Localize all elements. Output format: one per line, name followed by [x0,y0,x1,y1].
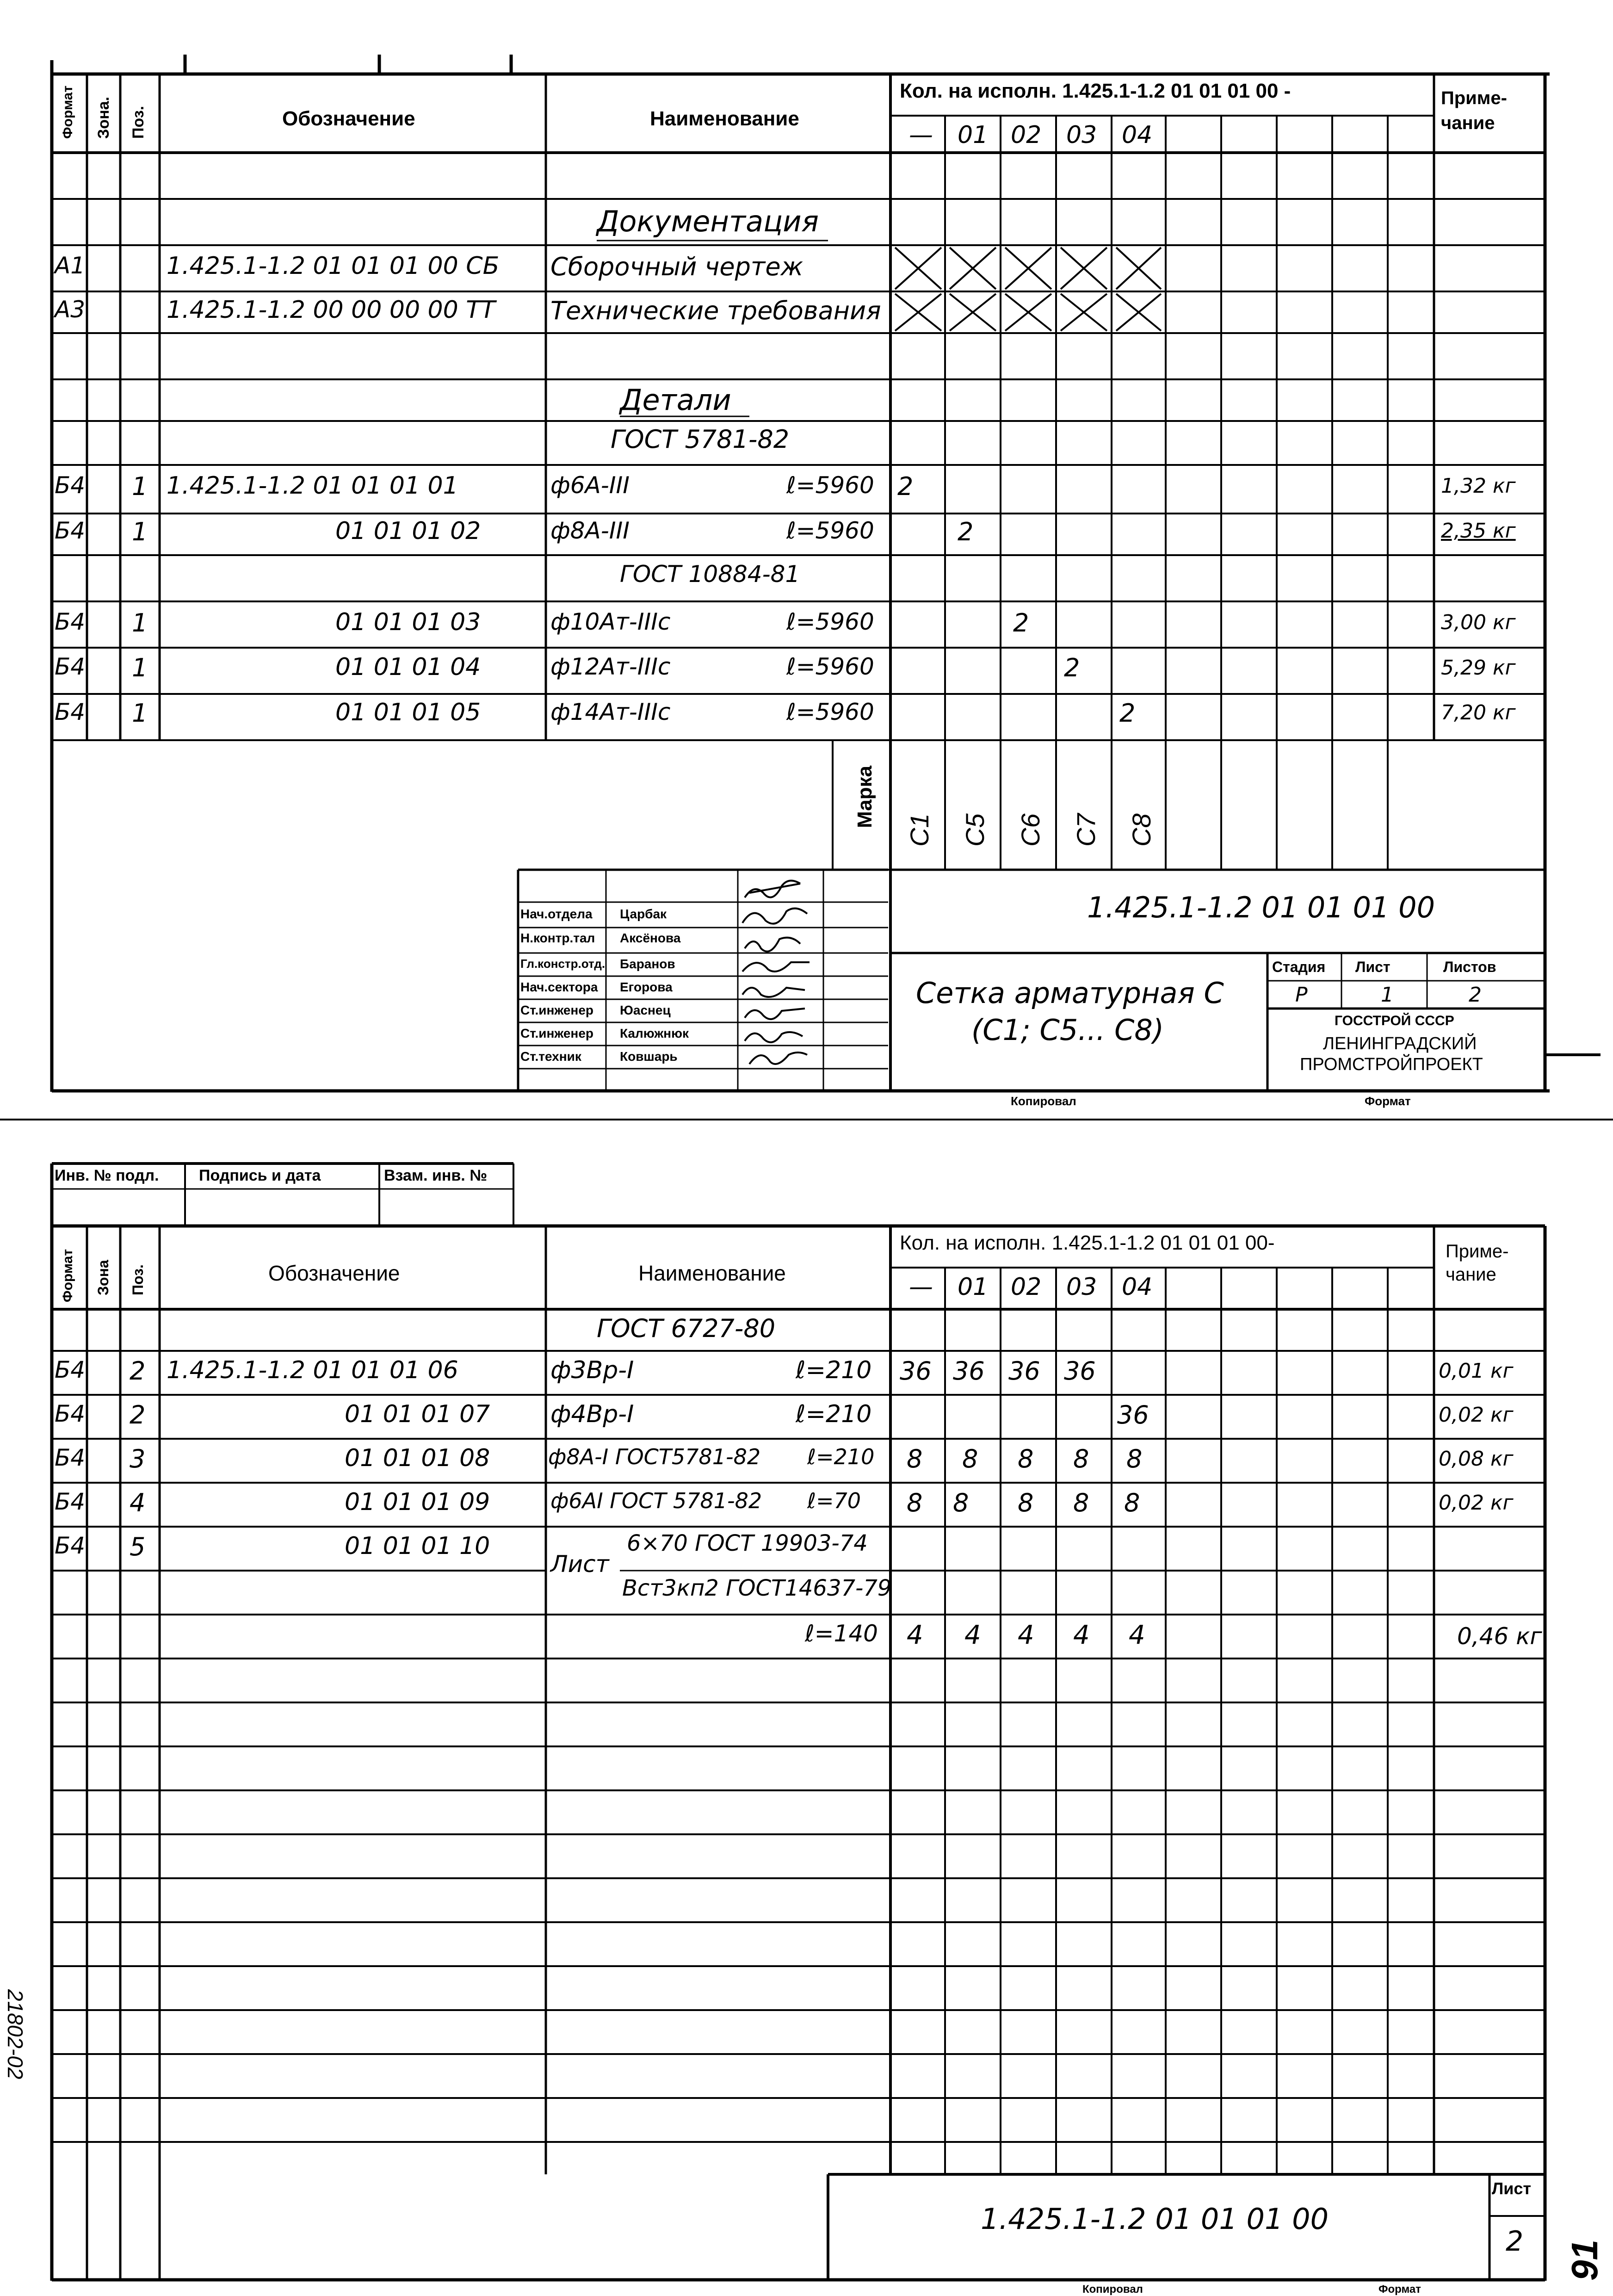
staff-6-name: Калюжнюк [620,1026,689,1040]
marka-label: Марка [853,765,876,828]
row-1-note: 1,32 кг [1441,474,1516,498]
row-1-pos: 1 [132,472,148,501]
row-5-qty: 2 [1119,699,1136,728]
s2-row-1-q3: 36 [1008,1356,1040,1386]
row-1-length: ℓ=5960 [786,472,874,499]
gost-10884: ГОСТ 10884-81 [620,561,800,588]
s2-row-4-q4: 8 [1073,1488,1089,1517]
variant-04: 04 [1122,121,1153,149]
row-5-format: Б4 [55,699,86,725]
staff-4-name: Егорова [620,980,673,994]
staff-4-role: Нач.сектора [520,980,598,994]
s2-row-4-pos: 4 [130,1488,146,1517]
row-1-designation: 1.425.1-1.2 01 01 01 01 [167,472,458,500]
variant-01: 01 [958,121,989,149]
s2-row-2-q5: 36 [1117,1400,1149,1430]
row-4-name: ф12Ат-IIIс [550,653,671,680]
col-zone-header: Зона. [95,97,112,139]
s2-row-1-note: 0,01 кг [1439,1359,1514,1383]
s2-col-note-header [1446,1240,1533,1286]
s2-variant-04: 04 [1122,1273,1153,1301]
s2-sheet-label: Лист [1492,2179,1532,2198]
corner-note: 91 [1564,2240,1605,2281]
s2-copied-label: Копировал [1082,2283,1143,2296]
doc-row-2-designation: 1.425.1-1.2 00 00 00 00 ТТ [167,296,495,324]
s2-list-q5: 4 [1129,1620,1145,1650]
doc-number: 1.425.1-1.2 01 01 01 00 [1087,891,1435,924]
row-2-name: ф8А-III [550,517,630,544]
s2-doc-number: 1.425.1-1.2 01 01 01 00 [981,2202,1329,2236]
s2-row-1-format: Б4 [55,1356,86,1383]
org-line-2: ЛЕНИНГРАДСКИЙ [1323,1034,1477,1053]
section-documentation: Документация [597,204,819,238]
doc-row-1-designation: 1.425.1-1.2 01 01 01 00 СБ [167,252,500,280]
s2-row-1-pos: 2 [130,1356,146,1386]
variant-02: 02 [1011,121,1042,149]
s2-row-3-length: ℓ=210 [807,1444,875,1469]
s2-row-5-format: Б4 [55,1532,86,1559]
gost-5781: ГОСТ 5781-82 [611,425,790,454]
s2-row-5-name: Лист [550,1551,609,1578]
org-line-1: ГОССТРОЙ СССР [1335,1013,1454,1028]
mark-c1: С1 [905,813,934,847]
stamp-sign-date: Подпись и дата [199,1167,321,1184]
title-line-2: (С1; С5... С8) [971,1013,1164,1047]
s2-list-note: 0,46 кг [1457,1623,1542,1650]
s2-row-3-name: ф8А-I ГОСТ5781-82 [548,1444,761,1469]
row-3-format: Б4 [55,608,86,635]
s2-row-4-q5: 8 [1124,1488,1140,1517]
s2-qty-header: Кол. на исполн. 1.425.1-1.2 01 01 01 00- [900,1232,1275,1254]
s2-variant-01: 01 [958,1273,989,1301]
row-3-pos: 1 [132,608,148,637]
stage-label: Стадия [1272,959,1326,975]
s2-row-4-format: Б4 [55,1488,86,1515]
s2-row-2-length: ℓ=210 [796,1400,872,1428]
sheets-label: Листов [1443,959,1496,975]
s2-col-designation-header: Обозначение [268,1261,400,1285]
s2-row-4-designation: 01 01 01 09 [345,1488,490,1516]
note-header-text: Приме-чание [1441,88,1507,133]
side-note: 21802-02 [3,1989,27,2079]
s2-format-label: Формат [1378,2283,1421,2296]
format-label-1: Формат [1365,1094,1411,1108]
copied-label-1: Копировал [1011,1094,1076,1108]
s2-list-q3: 4 [1018,1620,1034,1650]
s2-sheet-value: 2 [1506,2225,1524,2258]
row-3-note: 3,00 кг [1441,611,1516,634]
variant-dash: — [909,121,933,149]
s2-list-q4: 4 [1073,1620,1090,1650]
s2-row-4-length: ℓ=70 [807,1488,861,1513]
s2-row-2-designation: 01 01 01 07 [345,1400,490,1428]
s2-list-length: ℓ=140 [805,1620,878,1647]
stamp-replace-inv: Взам. инв. № [384,1167,488,1184]
s2-col-name-header: Наименование [638,1261,786,1285]
s2-row-5-designation: 01 01 01 10 [345,1532,490,1560]
mark-c6: С6 [1016,813,1045,847]
row-5-pos: 1 [132,699,148,728]
s2-row-1-q1: 36 [900,1356,932,1386]
s2-variant-dash: — [909,1273,933,1301]
row-2-designation: 01 01 01 02 [335,517,481,545]
s2-list-q2: 4 [964,1620,981,1650]
staff-6-role: Ст.инженер [520,1026,594,1040]
s2-row-5-pos: 5 [130,1532,146,1561]
s2-col-format-header: Формат [60,1249,75,1302]
s2-row-4-q3: 8 [1018,1488,1034,1517]
s2-row-2-format: Б4 [55,1400,86,1427]
staff-7-role: Ст.техник [520,1049,581,1064]
staff-5-role: Ст.инженер [520,1003,594,1017]
staff-7-name: Ковшарь [620,1049,678,1064]
row-1-name: ф6А-III [550,472,630,499]
sheet-label: Лист [1355,959,1391,975]
s2-variant-03: 03 [1066,1273,1097,1301]
s2-row-1-q2: 36 [953,1356,985,1386]
staff-1-role: Нач.отдела [520,907,593,921]
s2-row-3-pos: 3 [130,1444,146,1473]
s2-col-pos-header: Поз. [130,1264,146,1295]
s2-row-4-note: 0,02 кг [1439,1491,1514,1515]
s2-row-2-name: ф4Вр-I [550,1400,634,1428]
s2-row-4-q1: 8 [907,1488,923,1517]
row-1-qty: 2 [897,472,914,501]
row-2-length: ℓ=5960 [786,517,874,544]
s2-row-1-q4: 36 [1064,1356,1096,1386]
row-2-pos: 1 [132,517,148,546]
row-4-note: 5,29 кг [1441,656,1516,680]
row-4-designation: 01 01 01 04 [335,653,481,681]
row-5-length: ℓ=5960 [786,699,874,725]
col-pos-header: Поз. [130,105,147,139]
s2-row-2-note: 0,02 кг [1439,1403,1514,1427]
s2-row-3-q1: 8 [907,1444,923,1473]
section-details: Детали [620,383,731,417]
col-designation-header: Обозначение [282,107,415,130]
doc-row-1-name: Сборочный чертеж [550,252,803,281]
row-3-qty: 2 [1013,608,1029,637]
s2-row-4-name: ф6АI ГОСТ 5781-82 [550,1488,762,1513]
s2-list-line-2: Вст3кп2 ГОСТ14637-79 [622,1575,892,1601]
staff-2-name: Аксёнова [620,931,681,945]
variant-03: 03 [1066,121,1097,149]
staff-5-name: Юаснец [620,1003,671,1017]
doc-row-2-name: Технические требования [550,296,881,325]
s2-row-3-designation: 01 01 01 08 [345,1444,490,1472]
s2-row-3-format: Б4 [55,1444,86,1471]
mark-c5: С5 [960,813,989,847]
s2-col-zone-header: Зона [95,1260,111,1295]
qty-header: Кол. на исполн. 1.425.1-1.2 01 01 01 00 - [900,80,1291,102]
s2-variant-02: 02 [1011,1273,1042,1301]
col-format-header: Формат [60,85,75,139]
col-note-header [1441,86,1538,136]
row-5-note: 7,20 кг [1441,701,1516,724]
row-1-format: Б4 [55,472,86,499]
row-2-qty: 2 [958,517,974,546]
sheets-value: 2 [1469,983,1482,1007]
s2-row-4-q2: 8 [953,1488,969,1517]
row-4-qty: 2 [1064,653,1080,682]
row-5-designation: 01 01 01 05 [335,699,481,726]
s2-row-1-designation: 1.425.1-1.2 01 01 01 06 [167,1356,458,1384]
s2-list-q1: 4 [907,1620,923,1650]
staff-2-role: Н.контр.тал [520,931,595,945]
row-3-name: ф10Ат-IIIс [550,608,671,635]
row-2-note: 2,35 кг [1441,519,1516,543]
staff-1-name: Царбак [620,907,667,921]
s2-row-2-pos: 2 [130,1400,146,1430]
sheet-value: 1 [1381,983,1394,1007]
s2-row-3-note: 0,08 кг [1439,1447,1514,1471]
s2-row-3-q5: 8 [1126,1444,1143,1473]
s2-row-3-q4: 8 [1073,1444,1089,1473]
doc-row-2-format: А3 [55,296,86,323]
staff-3-role: Гл.констр.отд. [520,957,606,971]
mark-c7: С7 [1071,813,1100,847]
row-5-name: ф14Ат-IIIс [550,699,671,725]
stamp-inv-no: Инв. № подл. [55,1167,159,1184]
title-line-1: Сетка арматурная С [916,976,1224,1010]
s2-row-3-q2: 8 [962,1444,978,1473]
row-2-format: Б4 [55,517,86,544]
s2-row-1-name: ф3Вр-I [550,1356,634,1384]
row-4-format: Б4 [55,653,86,680]
row-3-designation: 01 01 01 03 [335,608,481,636]
s2-note-header-text: Приме-чание [1446,1241,1509,1285]
s2-list-line-1: 6×70 ГОСТ 19903-74 [627,1530,868,1556]
row-3-length: ℓ=5960 [786,608,874,635]
s2-row-3-q3: 8 [1018,1444,1034,1473]
col-name-header: Наименование [650,107,799,130]
row-4-pos: 1 [132,653,148,682]
s2-gost-6727: ГОСТ 6727-80 [597,1314,776,1343]
org-line-3: ПРОМСТРОЙПРОЕКТ [1300,1055,1483,1074]
row-4-length: ℓ=5960 [786,653,874,680]
stage-value: Р [1295,983,1308,1007]
doc-row-1-format: А1 [55,252,86,279]
s2-row-1-length: ℓ=210 [796,1356,872,1384]
mark-c8: С8 [1127,813,1156,847]
staff-3-name: Баранов [620,957,675,971]
